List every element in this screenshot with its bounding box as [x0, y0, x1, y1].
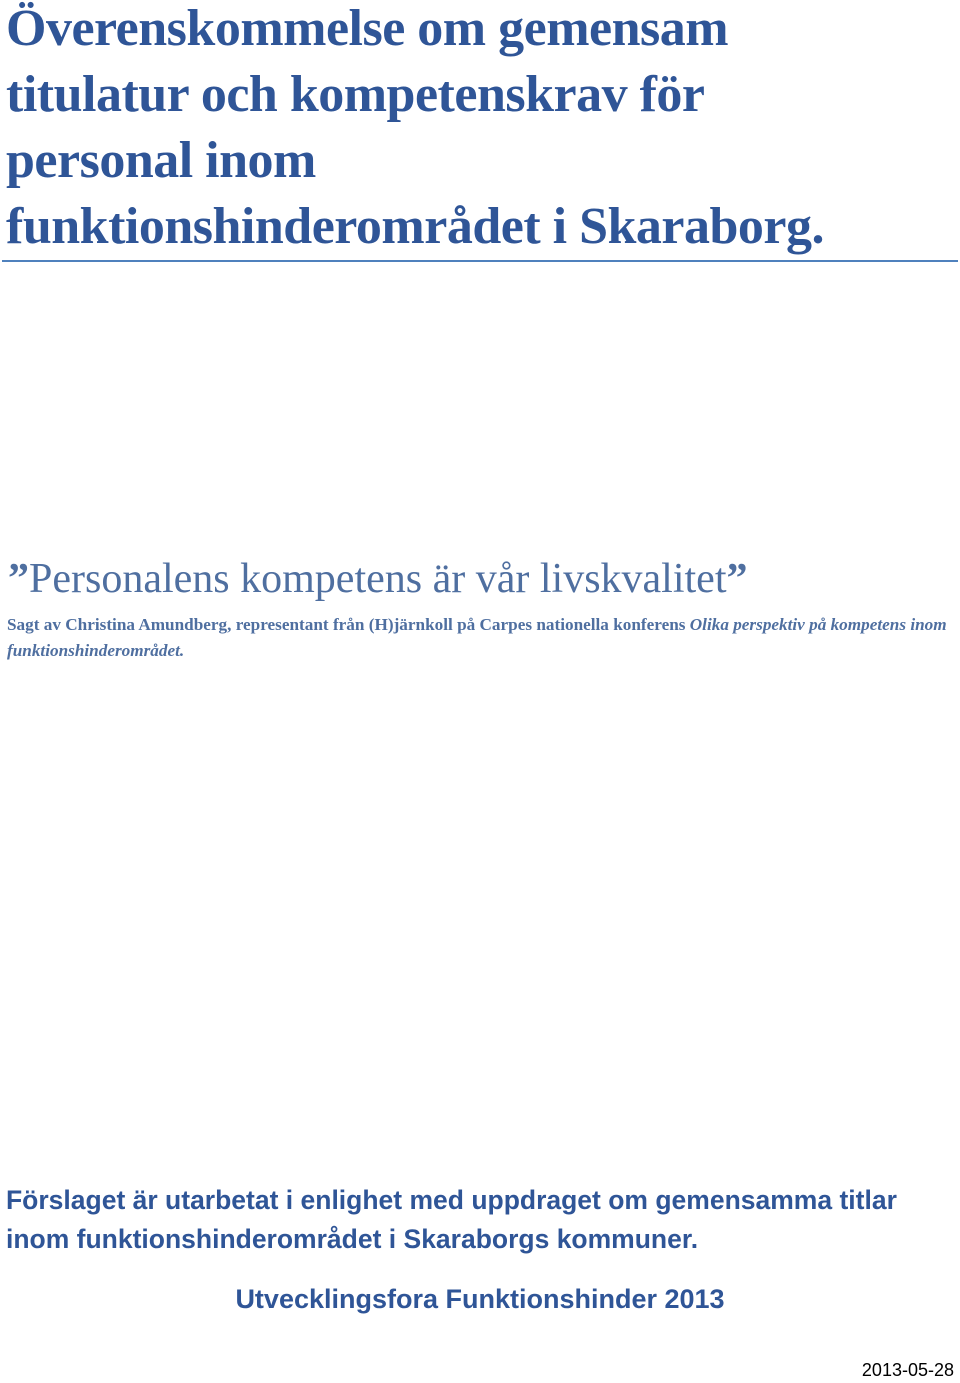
quote-attribution — [7, 612, 957, 664]
open-quote-mark: ” — [8, 556, 29, 602]
title-line: personal inom — [6, 132, 316, 189]
title-line: titulatur och kompetenskrav för — [6, 66, 705, 123]
forum-name: Utvecklingsfora Funktionshinder 2013 — [235, 1284, 725, 1314]
conference-name: Olika perspektiv på kompetens inom funktionshinderområdet. — [7, 615, 947, 660]
document-date: 2013-05-28 — [861, 1360, 954, 1380]
pull-quote — [8, 552, 748, 606]
close-quote-mark: ” — [726, 556, 748, 602]
proposal-statement: Förslaget är utarbetat i enlighet med uppdraget om gemensamma titlar inom funktionshinderområdet i Skaraborgs kommuner. — [6, 1185, 897, 1254]
title-line: funktionshinderområdet i Skaraborg. — [6, 198, 825, 255]
quote-text: Personalens kompetens är vår livskvalitet — [29, 556, 727, 602]
title-divider — [2, 260, 958, 262]
title-line: Överenskommelse om gemensam — [6, 0, 729, 57]
document-title — [6, 0, 946, 260]
attribution-text: Sagt av Christina Amundberg, representant från (H)järnkoll på Carpes nationella konferens — [7, 615, 690, 634]
